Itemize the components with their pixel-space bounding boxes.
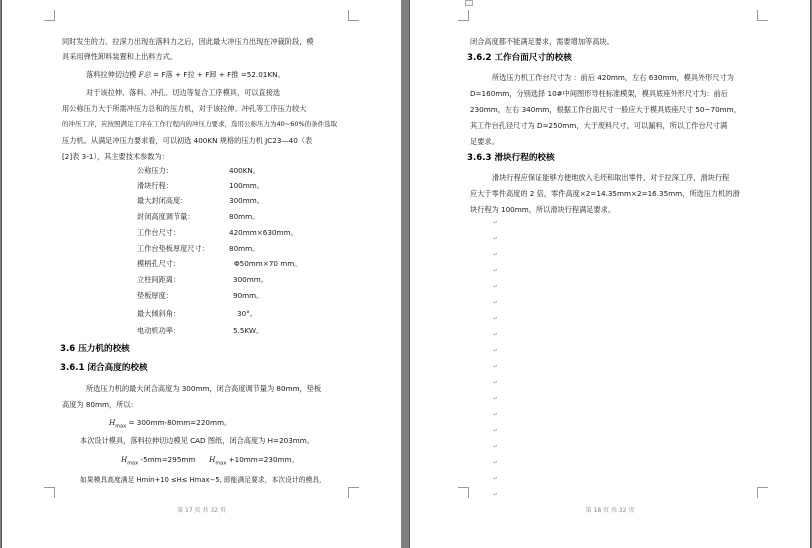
eq-rest: = 300mm-80mm=220mm。 — [128, 418, 232, 427]
eq-rest: -5mm=295mm — [140, 455, 196, 464]
paragraph-mark: ↵ — [493, 315, 499, 322]
spec-value: 300mm。 — [229, 196, 264, 205]
spec-label: 最大封闭高度： — [137, 196, 188, 205]
spec-value: 90mm。 — [233, 291, 264, 300]
document-page-left — [2, 0, 401, 548]
spec-label: 滑块行程： — [137, 181, 173, 190]
document-page-right — [410, 0, 810, 548]
crop-mark — [757, 487, 768, 498]
spec-label: 最大倾斜角： — [137, 309, 181, 318]
page-footer: 第 17 页 共 32 页 — [177, 507, 226, 514]
spec-value: Φ50mm×70 mm。 — [234, 259, 302, 268]
paragraph-mark: ↵ — [493, 411, 499, 418]
crop-mark — [44, 10, 55, 21]
body-text-line: 所选压力机工作台尺寸为 ：前后 420mm，左右 630mm，模具外形尺寸为 — [492, 73, 734, 82]
page-footer: 第 18 页 共 32 页 — [585, 507, 635, 514]
section-heading-3-6: 3.6 压力机的校核 — [60, 344, 130, 354]
spec-label: 模柄孔尺寸： — [137, 259, 181, 268]
page-gutter — [401, 0, 410, 548]
body-text-line: 用公称压力大于所需冲压力总和的压力机，对于该拉伸、冲孔等工序压力较大 — [62, 104, 307, 113]
body-text-line: 压力机。从满足冲压力要求看，可以初选 400KN 规格的压力机 JC23—40（表 — [62, 136, 313, 145]
eq-symbol: H — [109, 418, 116, 427]
body-text-line: 块行程为 100mm，所以滑块行程满足要求。 — [470, 205, 616, 214]
body-text-line: 滑块行程应保证能够方便地放入毛坯和取出零件，对于拉深工序，滑块行程 — [492, 173, 730, 182]
section-heading-3-6-1: 3.6.1 闭合高度的校核 — [60, 363, 148, 373]
section-heading-3-6-3: 3.6.3 滑块行程的校核 — [467, 153, 555, 163]
spec-label: 工作台垫板厚度尺寸： — [137, 244, 209, 253]
paragraph-mark: ↵ — [493, 427, 499, 434]
spec-label: 公称压力： — [137, 166, 173, 175]
eq-subscript: max — [127, 460, 139, 467]
force-formula — [86, 66, 285, 83]
spec-value: 420mm×630mm。 — [229, 228, 298, 237]
crop-mark — [458, 487, 469, 498]
spec-label: 工作台尺寸： — [137, 228, 181, 237]
body-text-line: 同时发生的力。拉深力出现在落料力之后，因此最大冲压力出现在冲裁阶段，模 — [62, 37, 314, 46]
crop-mark — [458, 10, 469, 21]
body-text-line: 所选压力机的最大闭合高度为 300mm，闭合高度调节量为 80mm，垫板 — [86, 384, 322, 393]
eq-subscript: max — [115, 423, 127, 430]
body-text-line: D=160mm，分别选择 10#中间图形导柱标准模架，模具底座外形尺寸为：前后 — [470, 89, 728, 98]
body-text-line: 本次设计模具，落料拉伸切边模见 CAD 图纸，闭合高度为 H=203mm。 — [80, 436, 314, 445]
body-text-line: 闭合高度都不能满足要求，需要增加等高块。 — [470, 37, 614, 46]
paragraph-mark: ↵ — [493, 299, 499, 306]
body-text-line: [2]表 3-1），其主要技术参数为： — [62, 152, 169, 161]
paragraph-mark: ↵ — [493, 235, 499, 242]
spec-value: 80mm。 — [229, 244, 260, 253]
body-text-line: 230mm，左右 340mm，根据工作台面尺寸一般应大于模具底座尺寸 50~70mm， — [470, 105, 741, 114]
paragraph-mark: ↵ — [493, 251, 499, 258]
equation-range — [121, 451, 299, 472]
spec-label: 封闭高度调节量： — [137, 212, 195, 221]
paragraph-mark: ↵ — [493, 395, 499, 402]
spec-value: 300mm。 — [233, 275, 268, 284]
formula-prefix: 落料拉伸切边模 — [86, 70, 137, 79]
spec-value: 5.5KW。 — [233, 326, 264, 335]
eq-subscript: max — [215, 460, 227, 467]
body-text-line: 足要求。 — [470, 137, 499, 146]
spec-label: 立柱间距离： — [137, 275, 181, 284]
body-text-line: 高度为 80mm，所以： — [62, 400, 138, 409]
formula-total: F总 — [138, 70, 151, 79]
paragraph-mark: ↵ — [493, 283, 499, 290]
paragraph-mark: ↵ — [493, 491, 499, 498]
body-text-line: 对于该拉伸、落料、冲孔、切边等复合工序模具，可以直接选 — [86, 88, 281, 97]
paragraph-mark: ↵ — [493, 475, 499, 482]
spec-label: 电动机功率： — [137, 326, 181, 335]
paragraph-mark: ↵ — [493, 363, 499, 370]
body-text-line: 具采用弹性卸料装置和上出料方式。 — [62, 52, 178, 61]
body-text-line: 其工作台孔径尺寸为 D=250mm，大于废料尺寸，可以漏料，所以工作台尺寸满 — [470, 121, 728, 130]
paragraph-mark: ↵ — [493, 267, 499, 274]
crop-mark — [348, 10, 359, 21]
paragraph-mark: ↵ — [493, 443, 499, 450]
eq-symbol: H — [209, 455, 216, 464]
spec-value: 80mm。 — [229, 212, 260, 221]
eq-symbol: H — [121, 455, 128, 464]
crop-mark — [757, 10, 768, 21]
paragraph-mark: ↵ — [493, 347, 499, 354]
formula-equation: = F落 + F拉 + F卸 + F推 =52.01KN。 — [153, 70, 285, 79]
paragraph-mark: ↵ — [493, 219, 499, 226]
body-text-line: 应大于零件高度的 2 倍，零件高度×2=14.35mm×2=16.35mm，所选压力机的滑 — [470, 189, 740, 198]
spec-value: 100mm。 — [229, 181, 264, 190]
spec-value: 400KN。 — [229, 166, 260, 175]
eq-rest: +10mm=230mm。 — [228, 455, 299, 464]
section-heading-3-6-2: 3.6.2 工作台面尺寸的校核 — [467, 53, 572, 63]
body-text-line: 如果模具高度满足 Hmin+10 ≤H≤ Hmax−5, 即能满足要求，本次设计的模具， — [80, 476, 326, 484]
crop-mark — [348, 487, 359, 498]
body-text-line: 的冲压工序，应按照满足工序在工作行程内的冲压力要求，选用公称压力为40~60%的条件选取 — [62, 120, 338, 128]
paragraph-mark: ↵ — [493, 331, 499, 338]
paragraph-mark: ↵ — [493, 459, 499, 466]
paragraph-mark: ↵ — [493, 379, 499, 386]
ruler-marker — [465, 0, 473, 6]
crop-mark — [44, 487, 55, 498]
spec-value: 30°。 — [237, 309, 257, 318]
spec-label: 垫板厚度： — [137, 291, 173, 300]
